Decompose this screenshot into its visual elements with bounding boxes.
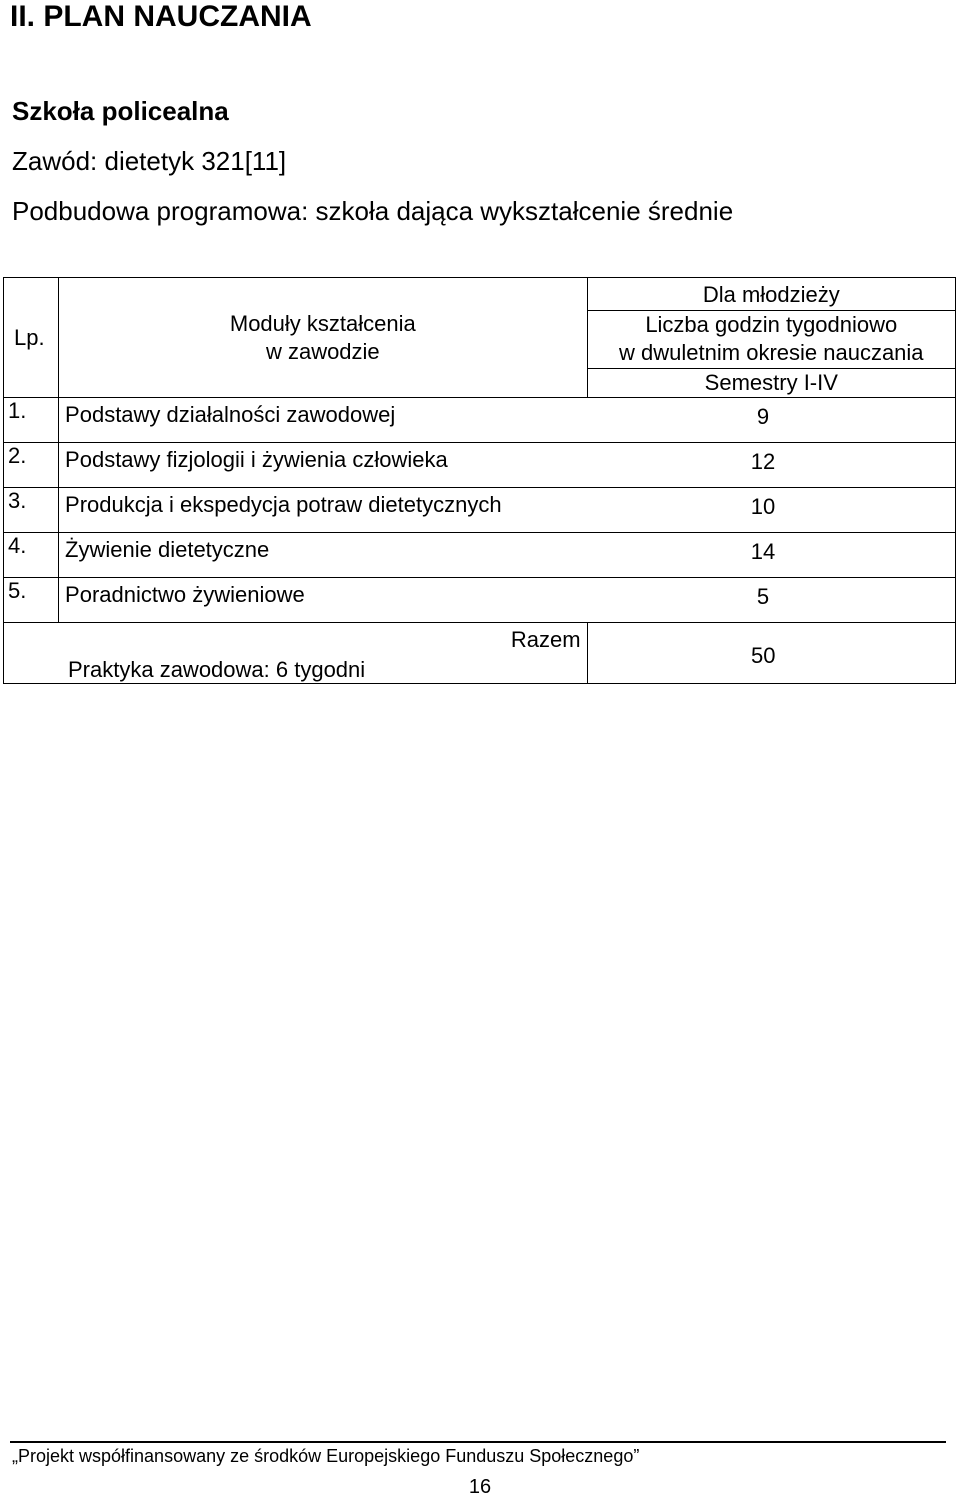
row-hours: 9: [756, 404, 770, 429]
row-module: Podstawy fizjologii i żywienia człowieka: [59, 443, 588, 488]
row-lp: 1.: [4, 398, 59, 443]
row-module: Poradnictwo żywieniowe: [59, 578, 588, 623]
header-lp: [4, 278, 59, 398]
school-type: Szkoła policealna: [12, 96, 229, 126]
header-hours-period: w dwuletnim okresie nauczania: [588, 339, 955, 369]
header-modules-line1: Moduły kształcenia: [229, 310, 416, 336]
table-row: [4, 578, 956, 623]
row-hours-cell: [587, 398, 955, 443]
practice-text: Praktyka zawodowa: 6 tygodni: [68, 657, 366, 682]
row-hours: 12: [750, 449, 776, 474]
footnote-rule: [10, 1441, 946, 1443]
row-hours-cell: [587, 578, 955, 623]
row-lp: 5.: [4, 578, 59, 623]
row-hours: 14: [750, 539, 776, 564]
profession-line: Zawód: dietetyk 321[11]: [12, 146, 287, 176]
row-hours: 5: [756, 584, 770, 609]
total-label: Razem: [510, 627, 581, 652]
total-value: 50: [751, 643, 776, 668]
row-hours: 10: [750, 494, 776, 519]
footnote: „Projekt współfinansowany ze środków Europejskiego Funduszu Społecznego”: [12, 1446, 640, 1466]
header-hours-semesters: Semestry I-IV: [704, 369, 838, 395]
table-footer-row: [4, 623, 956, 684]
table-row: [4, 533, 956, 578]
row-hours-cell: [587, 443, 955, 488]
footer-right: [587, 623, 955, 684]
table-body: [4, 398, 956, 623]
row-lp: 2.: [4, 443, 59, 488]
page-number: 16: [468, 1476, 492, 1498]
row-hours-cell: [587, 488, 955, 533]
header-hours: [587, 278, 955, 398]
footer-left: [4, 623, 588, 684]
row-lp: 4.: [4, 533, 59, 578]
page-title: II. PLAN NAUCZANIA: [10, 0, 312, 33]
row-module: Żywienie dietetyczne: [59, 533, 588, 578]
row-hours-cell: [587, 533, 955, 578]
header-hours-weekly: Liczba godzin tygodniowo: [645, 311, 898, 337]
row-lp: 3.: [4, 488, 59, 533]
header-lp-label: Lp.: [14, 324, 45, 350]
header-hours-youth: Dla młodzieży: [588, 279, 955, 311]
table-row: [4, 488, 956, 533]
total-value-cell: [588, 637, 955, 669]
header-modules-line2: w zawodzie: [265, 338, 380, 364]
table-row: [4, 443, 956, 488]
curriculum-base-line: Podbudowa programowa: szkoła dająca wykształcenie średnie: [12, 196, 734, 226]
teaching-plan-table: [3, 277, 956, 684]
header-modules: [59, 278, 588, 398]
table-row: [4, 398, 956, 443]
table-header-row: [4, 278, 956, 398]
row-module: Produkcja i ekspedycja potraw dietetycznych: [59, 488, 588, 533]
row-module: Podstawy działalności zawodowej: [59, 398, 588, 443]
